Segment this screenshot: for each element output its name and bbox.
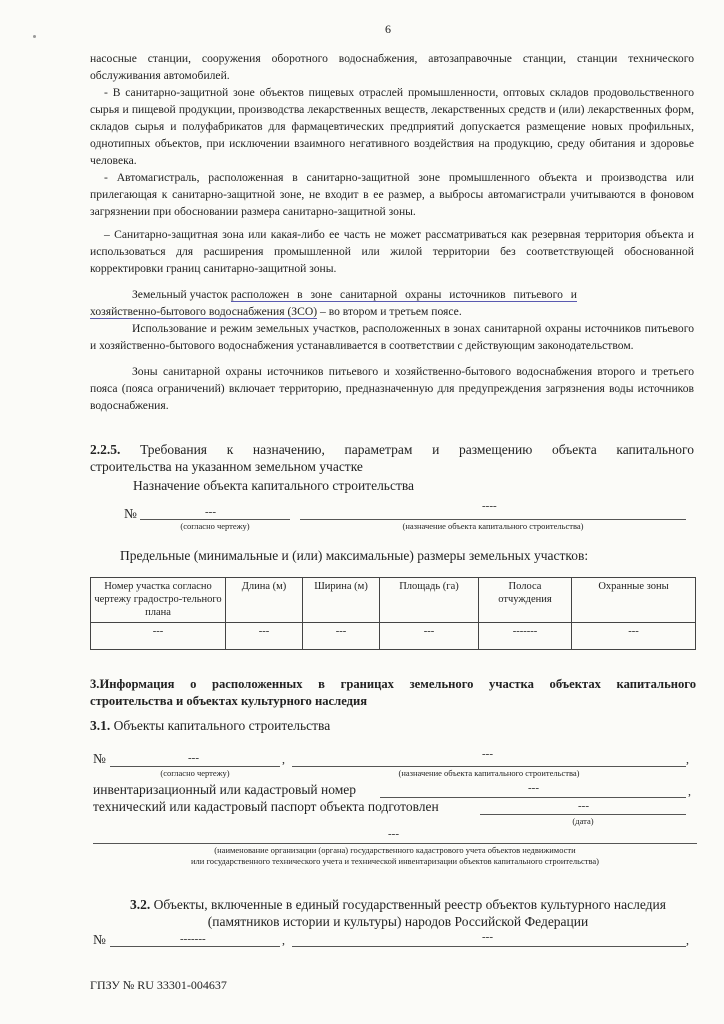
section-32-title-1: Объекты, включенные в единый государственный реестр объектов культурного наследия [153, 897, 666, 912]
purpose-line [300, 518, 686, 520]
zso-lead: Земельный участок [132, 288, 228, 301]
table-row [91, 623, 696, 650]
section-31-title: Объекты капитального строительства [113, 718, 331, 733]
no-value-32: ------- [180, 933, 206, 945]
passport-value: --- [578, 800, 589, 812]
sizes-label: Предельные (минимальные и (или) максимальные) размеры земельных участков: [120, 548, 589, 563]
zso-underlined-1: расположен в зоне санитарной охраны источников питьевого и [230, 288, 577, 301]
purpose-value: ---- [482, 500, 497, 512]
cell-exclusion-strip: ------- [479, 623, 572, 650]
header-width: Ширина (м) [303, 578, 380, 623]
no-value: --- [205, 506, 216, 518]
purpose-line-32 [292, 945, 686, 947]
zso-tail: – во втором и третьем поясе. [320, 305, 462, 318]
passport-line [480, 813, 686, 815]
no-caption: (согласно чертежу) [180, 521, 250, 531]
comma-inventory: , [688, 784, 691, 798]
section-32-heading [100, 897, 696, 913]
section-225-number: 2.2.5. [90, 442, 121, 457]
no-sign-32: № [93, 932, 106, 947]
no-caption-31: (согласно чертежу) [160, 768, 230, 778]
section-225-title-1: 2.2.5. Требования к назначению, параметрам и размещению объекта капитального [90, 442, 694, 457]
comma-31: , [282, 752, 285, 766]
table-header-row [91, 578, 696, 623]
header-length: Длина (м) [226, 578, 303, 623]
paragraph-stations: насосные станции, сооружения оборотного водоснабжения, автозаправочные станции, станции технического обслуживания автомобилей. [90, 52, 694, 82]
comma-32-end: , [686, 933, 689, 947]
inventory-line [380, 796, 686, 798]
section-3-title-1: 3.Информация о расположенных в границах земельного участка объектах капитального [90, 677, 696, 691]
section-32-number: 3.2. [130, 897, 151, 912]
purpose-line-31 [292, 765, 686, 767]
section-31-heading [90, 718, 330, 734]
footer-gpzu-number: ГПЗУ № RU 33301-004637 [90, 978, 227, 992]
paragraph-reserve: – Санитарно-защитная зона или какая-либо ее часть не может рассматриваться как резервная территория объекта и использоваться для расширения промышленной или жилой территории без соответствующей обоснованной корректировки границ санитарно-защитной зоны. [90, 228, 694, 275]
scan-dot [33, 35, 36, 38]
cell-length: --- [226, 623, 303, 650]
paragraph-food-industry: - В санитарно-защитной зоне объектов пищевых отраслей промышленности, оптовых складов продовольственного сырья и пищевой продукции, производства лекарственных веществ, лекарственных средств и (или) лекарственных форм, складов сырья и полуфабрикатов для фармацевтических предприятий допускается размещение новых профильных, однотипных объектов, при исключении взаимного негативного воздействия на продукцию, среду обитания и здоровье человека. [90, 86, 694, 167]
header-plot-number: Номер участка согласно чертежу градостро-тельного плана [91, 578, 226, 623]
no-line [140, 518, 290, 520]
purpose-value-31: --- [482, 748, 493, 760]
section-225-title-2: строительства на указанном земельном участке [90, 459, 363, 474]
purpose-caption-31: (назначение объекта капитального строительства) [398, 768, 580, 778]
paragraph-usage: Использование и режим земельных участков, расположенных в зонах санитарной охраны источников питьевого и хозяйственно-бытового водоснабжения устанавливается в соответствии с действующим законодательством. [90, 322, 694, 352]
comma-32: , [282, 933, 285, 947]
page-number: 6 [385, 22, 391, 36]
comma-31-end: , [686, 752, 689, 766]
cell-area: --- [380, 623, 479, 650]
inventory-value: --- [528, 782, 539, 794]
section-31-number: 3.1. [90, 718, 111, 733]
paragraph-highway: - Автомагистраль, расположенная в санитарно-защитной зоне промышленного объекта и производства или прилегающая к санитарно-защитной зоне, не входит в ее размер, а выбросы автомагистрали учитываются в фоновом загрязнении при обосновании размера санитарно-защитной зоны. [90, 171, 694, 218]
date-caption: (дата) [572, 816, 594, 826]
org-caption-2: или государственного технического учета и технической инвентаризации объектов капитального строительства) [190, 856, 599, 866]
zso-underlined-2: хозяйственно-бытового водоснабжения (ЗСО) [90, 305, 318, 318]
org-line [93, 842, 697, 844]
inventory-label: инвентаризационный или кадастровый номер [93, 782, 357, 797]
no-line-31 [110, 765, 280, 767]
land-size-table [90, 577, 696, 650]
no-sign: № [124, 506, 137, 521]
passport-label: технический или кадастровый паспорт объекта подготовлен [93, 799, 439, 814]
header-exclusion-strip: Полоса отчуждения [479, 578, 572, 623]
section-3-title-2: строительства и объектах культурного наследия [90, 694, 368, 708]
no-value-31: --- [188, 752, 199, 764]
paragraph-zso [90, 286, 694, 320]
org-value: --- [388, 828, 399, 840]
section-32-title-2: (памятников истории и культуры) народов Российской Федерации [207, 914, 589, 929]
cell-width: --- [303, 623, 380, 650]
cell-plot-number: --- [91, 623, 226, 650]
purpose-label: Назначение объекта капитального строительства [133, 478, 415, 493]
paragraph-zones: Зоны санитарной охраны источников питьевого и хозяйственно-бытового водоснабжения второго и третьего пояса (пояса ограничений) включает территорию, предназначенную для предупреждения загрязнения воды источников водоснабжения. [90, 365, 694, 412]
purpose-caption: (назначение объекта капитального строительства) [402, 521, 584, 531]
org-caption-1: (наименование организации (органа) государственного кадастрового учета объектов недвижимости [214, 845, 576, 855]
purpose-value-32: --- [482, 931, 493, 943]
cell-protected-zones: --- [572, 623, 696, 650]
header-protected-zones: Охранные зоны [572, 578, 696, 623]
no-sign-31: № [93, 751, 106, 766]
no-line-32 [110, 945, 280, 947]
header-area: Площадь (га) [380, 578, 479, 623]
